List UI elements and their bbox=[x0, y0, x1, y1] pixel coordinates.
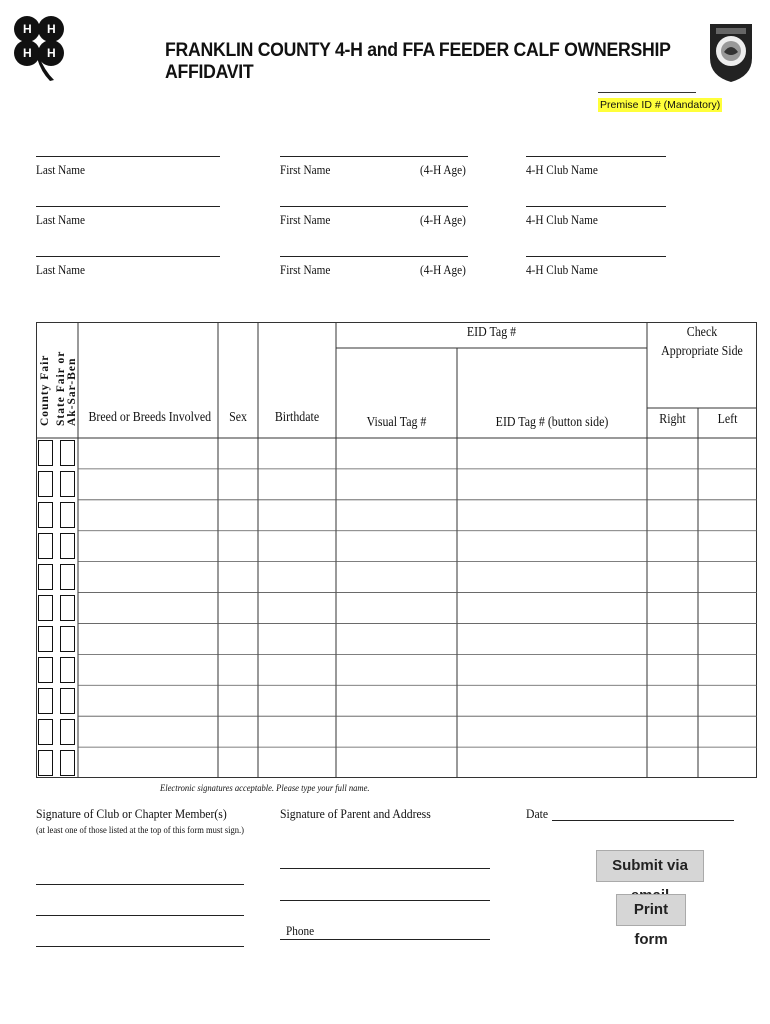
state-fair-checkbox[interactable] bbox=[60, 533, 75, 559]
county-fair-checkbox[interactable] bbox=[38, 626, 53, 652]
first-name-field[interactable] bbox=[280, 206, 468, 207]
4h-clover-logo bbox=[10, 12, 68, 82]
state-fair-checkbox[interactable] bbox=[60, 719, 75, 745]
member-signature-line-3[interactable] bbox=[36, 946, 244, 947]
svg-text:H: H bbox=[47, 22, 56, 36]
county-fair-checkbox[interactable] bbox=[38, 750, 53, 776]
county-fair-checkbox[interactable] bbox=[38, 564, 53, 590]
svg-text:H: H bbox=[47, 46, 56, 60]
form-title: FRANKLIN COUNTY 4-H and FFA FEEDER CALF OWNERSHIP AFFIDAVIT bbox=[165, 40, 671, 83]
date-label: Date bbox=[526, 806, 549, 821]
svg-text:H: H bbox=[23, 22, 32, 36]
last-name-label: Last Name bbox=[36, 213, 86, 227]
state-fair-checkbox[interactable] bbox=[60, 595, 75, 621]
appropriate-side-header: Appropriate Side bbox=[661, 344, 743, 359]
club-name-field[interactable] bbox=[526, 156, 666, 157]
county-fair-checkbox[interactable] bbox=[38, 595, 53, 621]
date-field[interactable] bbox=[552, 820, 734, 821]
birthdate-header: Birthdate bbox=[274, 410, 320, 425]
state-fair-checkbox[interactable] bbox=[60, 657, 75, 683]
check-header: Check bbox=[686, 325, 718, 340]
last-name-label: Last Name bbox=[36, 263, 86, 277]
age-label: (4-H Age) bbox=[420, 213, 466, 227]
svg-text:H: H bbox=[23, 46, 32, 60]
county-fair-checkbox[interactable] bbox=[38, 440, 53, 466]
state-fair-checkbox[interactable] bbox=[60, 471, 75, 497]
eid-tag-group-header: EID Tag # bbox=[466, 325, 517, 340]
age-label: (4-H Age) bbox=[420, 263, 466, 277]
club-name-field[interactable] bbox=[526, 256, 666, 257]
club-name-label: 4-H Club Name bbox=[526, 163, 598, 177]
club-name-label: 4-H Club Name bbox=[526, 263, 598, 277]
calf-table bbox=[36, 322, 757, 778]
first-name-field[interactable] bbox=[280, 156, 468, 157]
state-fair-checkbox[interactable] bbox=[60, 750, 75, 776]
first-name-label: First Name bbox=[280, 213, 331, 227]
premise-id-label: Premise ID # (Mandatory) bbox=[600, 99, 721, 111]
sex-header: Sex bbox=[229, 410, 247, 425]
county-fair-checkbox[interactable] bbox=[38, 657, 53, 683]
member-signature-note: (at least one of those listed at the top of this form must sign.) bbox=[36, 826, 245, 836]
county-fair-checkbox[interactable] bbox=[38, 471, 53, 497]
club-name-field[interactable] bbox=[526, 206, 666, 207]
age-label: (4-H Age) bbox=[420, 163, 466, 177]
county-fair-checkbox[interactable] bbox=[38, 719, 53, 745]
eid-button-side-header: EID Tag # (button side) bbox=[495, 415, 609, 430]
right-header: Right bbox=[659, 412, 686, 427]
club-name-label: 4-H Club Name bbox=[526, 213, 598, 227]
left-header: Left bbox=[717, 412, 738, 427]
last-name-field[interactable] bbox=[36, 256, 220, 257]
aksarben-header: Ak-Sar-Ben bbox=[66, 357, 78, 426]
first-name-label: First Name bbox=[280, 163, 331, 177]
last-name-field[interactable] bbox=[36, 206, 220, 207]
esignature-note: Electronic signatures acceptable. Please type your full name. bbox=[160, 784, 370, 794]
phone-label: Phone bbox=[286, 924, 315, 938]
parent-signature-label: Signature of Parent and Address bbox=[280, 806, 431, 821]
table-grid-lines bbox=[36, 322, 757, 778]
premise-id-field[interactable] bbox=[598, 92, 696, 93]
last-name-field[interactable] bbox=[36, 156, 220, 157]
state-fair-checkbox[interactable] bbox=[60, 502, 75, 528]
breed-header: Breed or Breeds Involved bbox=[88, 410, 212, 425]
phone-field[interactable] bbox=[280, 939, 490, 940]
state-fair-checkbox[interactable] bbox=[60, 564, 75, 590]
member-signature-line-2[interactable] bbox=[36, 915, 244, 916]
first-name-label: First Name bbox=[280, 263, 331, 277]
county-fair-checkbox[interactable] bbox=[38, 533, 53, 559]
visual-tag-header: Visual Tag # bbox=[366, 415, 427, 430]
state-fair-checkbox[interactable] bbox=[60, 440, 75, 466]
print-form-button[interactable]: Print form bbox=[616, 894, 686, 926]
parent-signature-line[interactable] bbox=[280, 868, 490, 869]
state-fair-header: State Fair or bbox=[55, 350, 67, 426]
county-fair-header: County Fair bbox=[39, 354, 51, 426]
county-fair-checkbox[interactable] bbox=[38, 688, 53, 714]
member-signature-line-1[interactable] bbox=[36, 884, 244, 885]
submit-via-email-button[interactable]: Submit via bbox=[596, 850, 704, 882]
first-name-field[interactable] bbox=[280, 256, 468, 257]
county-fair-checkbox[interactable] bbox=[38, 502, 53, 528]
member-signature-label: Signature of Club or Chapter Member(s) bbox=[36, 806, 227, 821]
state-fair-checkbox[interactable] bbox=[60, 688, 75, 714]
last-name-label: Last Name bbox=[36, 163, 86, 177]
state-fair-checkbox[interactable] bbox=[60, 626, 75, 652]
parent-address-line[interactable] bbox=[280, 900, 490, 901]
